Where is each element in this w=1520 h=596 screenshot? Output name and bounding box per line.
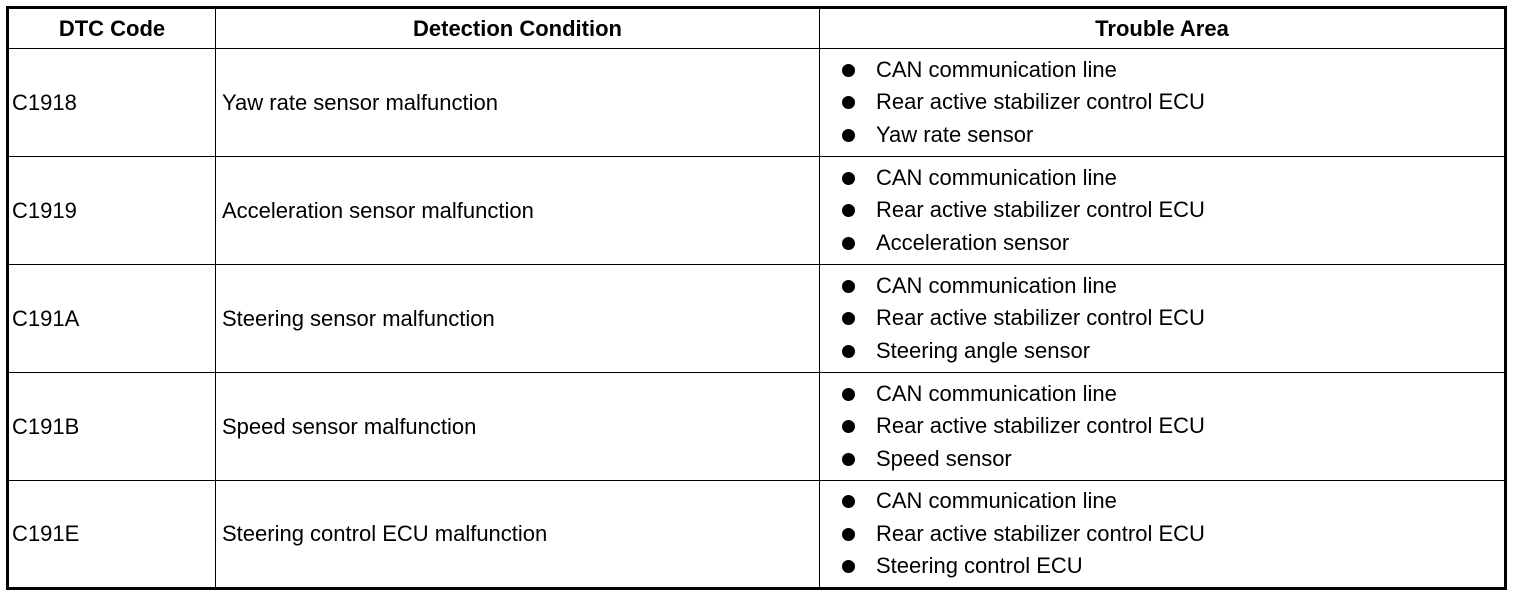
detection-condition-cell: Yaw rate sensor malfunction [216, 49, 820, 157]
dtc-code-cell: C191B [8, 373, 216, 481]
detection-condition-cell: Speed sensor malfunction [216, 373, 820, 481]
trouble-area-text: Rear active stabilizer control ECU [876, 305, 1205, 331]
header-dtc-code: DTC Code [8, 8, 216, 49]
trouble-area-item [842, 335, 1504, 368]
trouble-area-item [842, 119, 1504, 152]
trouble-area-text: Steering angle sensor [876, 337, 1091, 363]
trouble-area-text: CAN communication line [876, 488, 1117, 514]
header-detection-condition: Detection Condition [216, 8, 820, 49]
table-row [8, 157, 1506, 265]
trouble-area-item [842, 410, 1504, 443]
trouble-area-cell [820, 157, 1506, 265]
trouble-area-item [842, 86, 1504, 119]
detection-condition-cell: Steering control ECU malfunction [216, 481, 820, 589]
table-body [8, 49, 1506, 589]
trouble-area-item [842, 302, 1504, 335]
bullet-icon [842, 172, 855, 185]
trouble-area-list [842, 485, 1504, 583]
table-row [8, 481, 1506, 589]
trouble-area-text: CAN communication line [876, 380, 1117, 406]
dtc-code-cell: C1918 [8, 49, 216, 157]
trouble-area-text: Rear active stabilizer control ECU [876, 520, 1205, 546]
trouble-area-list [842, 162, 1504, 260]
bullet-icon [842, 495, 855, 508]
trouble-area-text: Rear active stabilizer control ECU [876, 197, 1205, 223]
detection-condition-cell: Acceleration sensor malfunction [216, 157, 820, 265]
trouble-area-text: Speed sensor [876, 445, 1012, 471]
trouble-area-cell [820, 265, 1506, 373]
trouble-area-cell [820, 481, 1506, 589]
bullet-icon [842, 129, 855, 142]
trouble-area-text: Acceleration sensor [876, 229, 1070, 255]
trouble-area-item [842, 485, 1504, 518]
bullet-icon [842, 280, 855, 293]
bullet-icon [842, 528, 855, 541]
trouble-area-item [842, 54, 1504, 87]
trouble-area-cell [820, 49, 1506, 157]
bullet-icon [842, 312, 855, 325]
dtc-table [6, 6, 1507, 590]
dtc-code-cell: C191A [8, 265, 216, 373]
trouble-area-item [842, 550, 1504, 583]
trouble-area-item [842, 270, 1504, 303]
bullet-icon [842, 560, 855, 573]
trouble-area-text: Yaw rate sensor [876, 121, 1034, 147]
bullet-icon [842, 96, 855, 109]
bullet-icon [842, 420, 855, 433]
trouble-area-list [842, 54, 1504, 152]
bullet-icon [842, 204, 855, 217]
bullet-icon [842, 453, 855, 466]
trouble-area-item [842, 194, 1504, 227]
bullet-icon [842, 64, 855, 77]
trouble-area-item [842, 518, 1504, 551]
bullet-icon [842, 388, 855, 401]
trouble-area-text: Steering control ECU [876, 553, 1083, 579]
trouble-area-text: Rear active stabilizer control ECU [876, 89, 1205, 115]
bullet-icon [842, 345, 855, 358]
table-row [8, 49, 1506, 157]
trouble-area-list [842, 270, 1504, 368]
header-row [8, 8, 1506, 49]
trouble-area-item [842, 227, 1504, 260]
trouble-area-list [842, 378, 1504, 476]
trouble-area-item [842, 162, 1504, 195]
detection-condition-cell: Steering sensor malfunction [216, 265, 820, 373]
bullet-icon [842, 237, 855, 250]
table-header [8, 8, 1506, 49]
table-row [8, 265, 1506, 373]
trouble-area-cell [820, 373, 1506, 481]
trouble-area-text: Rear active stabilizer control ECU [876, 413, 1205, 439]
dtc-code-cell: C1919 [8, 157, 216, 265]
trouble-area-item [842, 443, 1504, 476]
dtc-code-cell: C191E [8, 481, 216, 589]
trouble-area-text: CAN communication line [876, 272, 1117, 298]
trouble-area-text: CAN communication line [876, 164, 1117, 190]
trouble-area-item [842, 378, 1504, 411]
table-row [8, 373, 1506, 481]
header-trouble-area: Trouble Area [820, 8, 1506, 49]
trouble-area-text: CAN communication line [876, 56, 1117, 82]
